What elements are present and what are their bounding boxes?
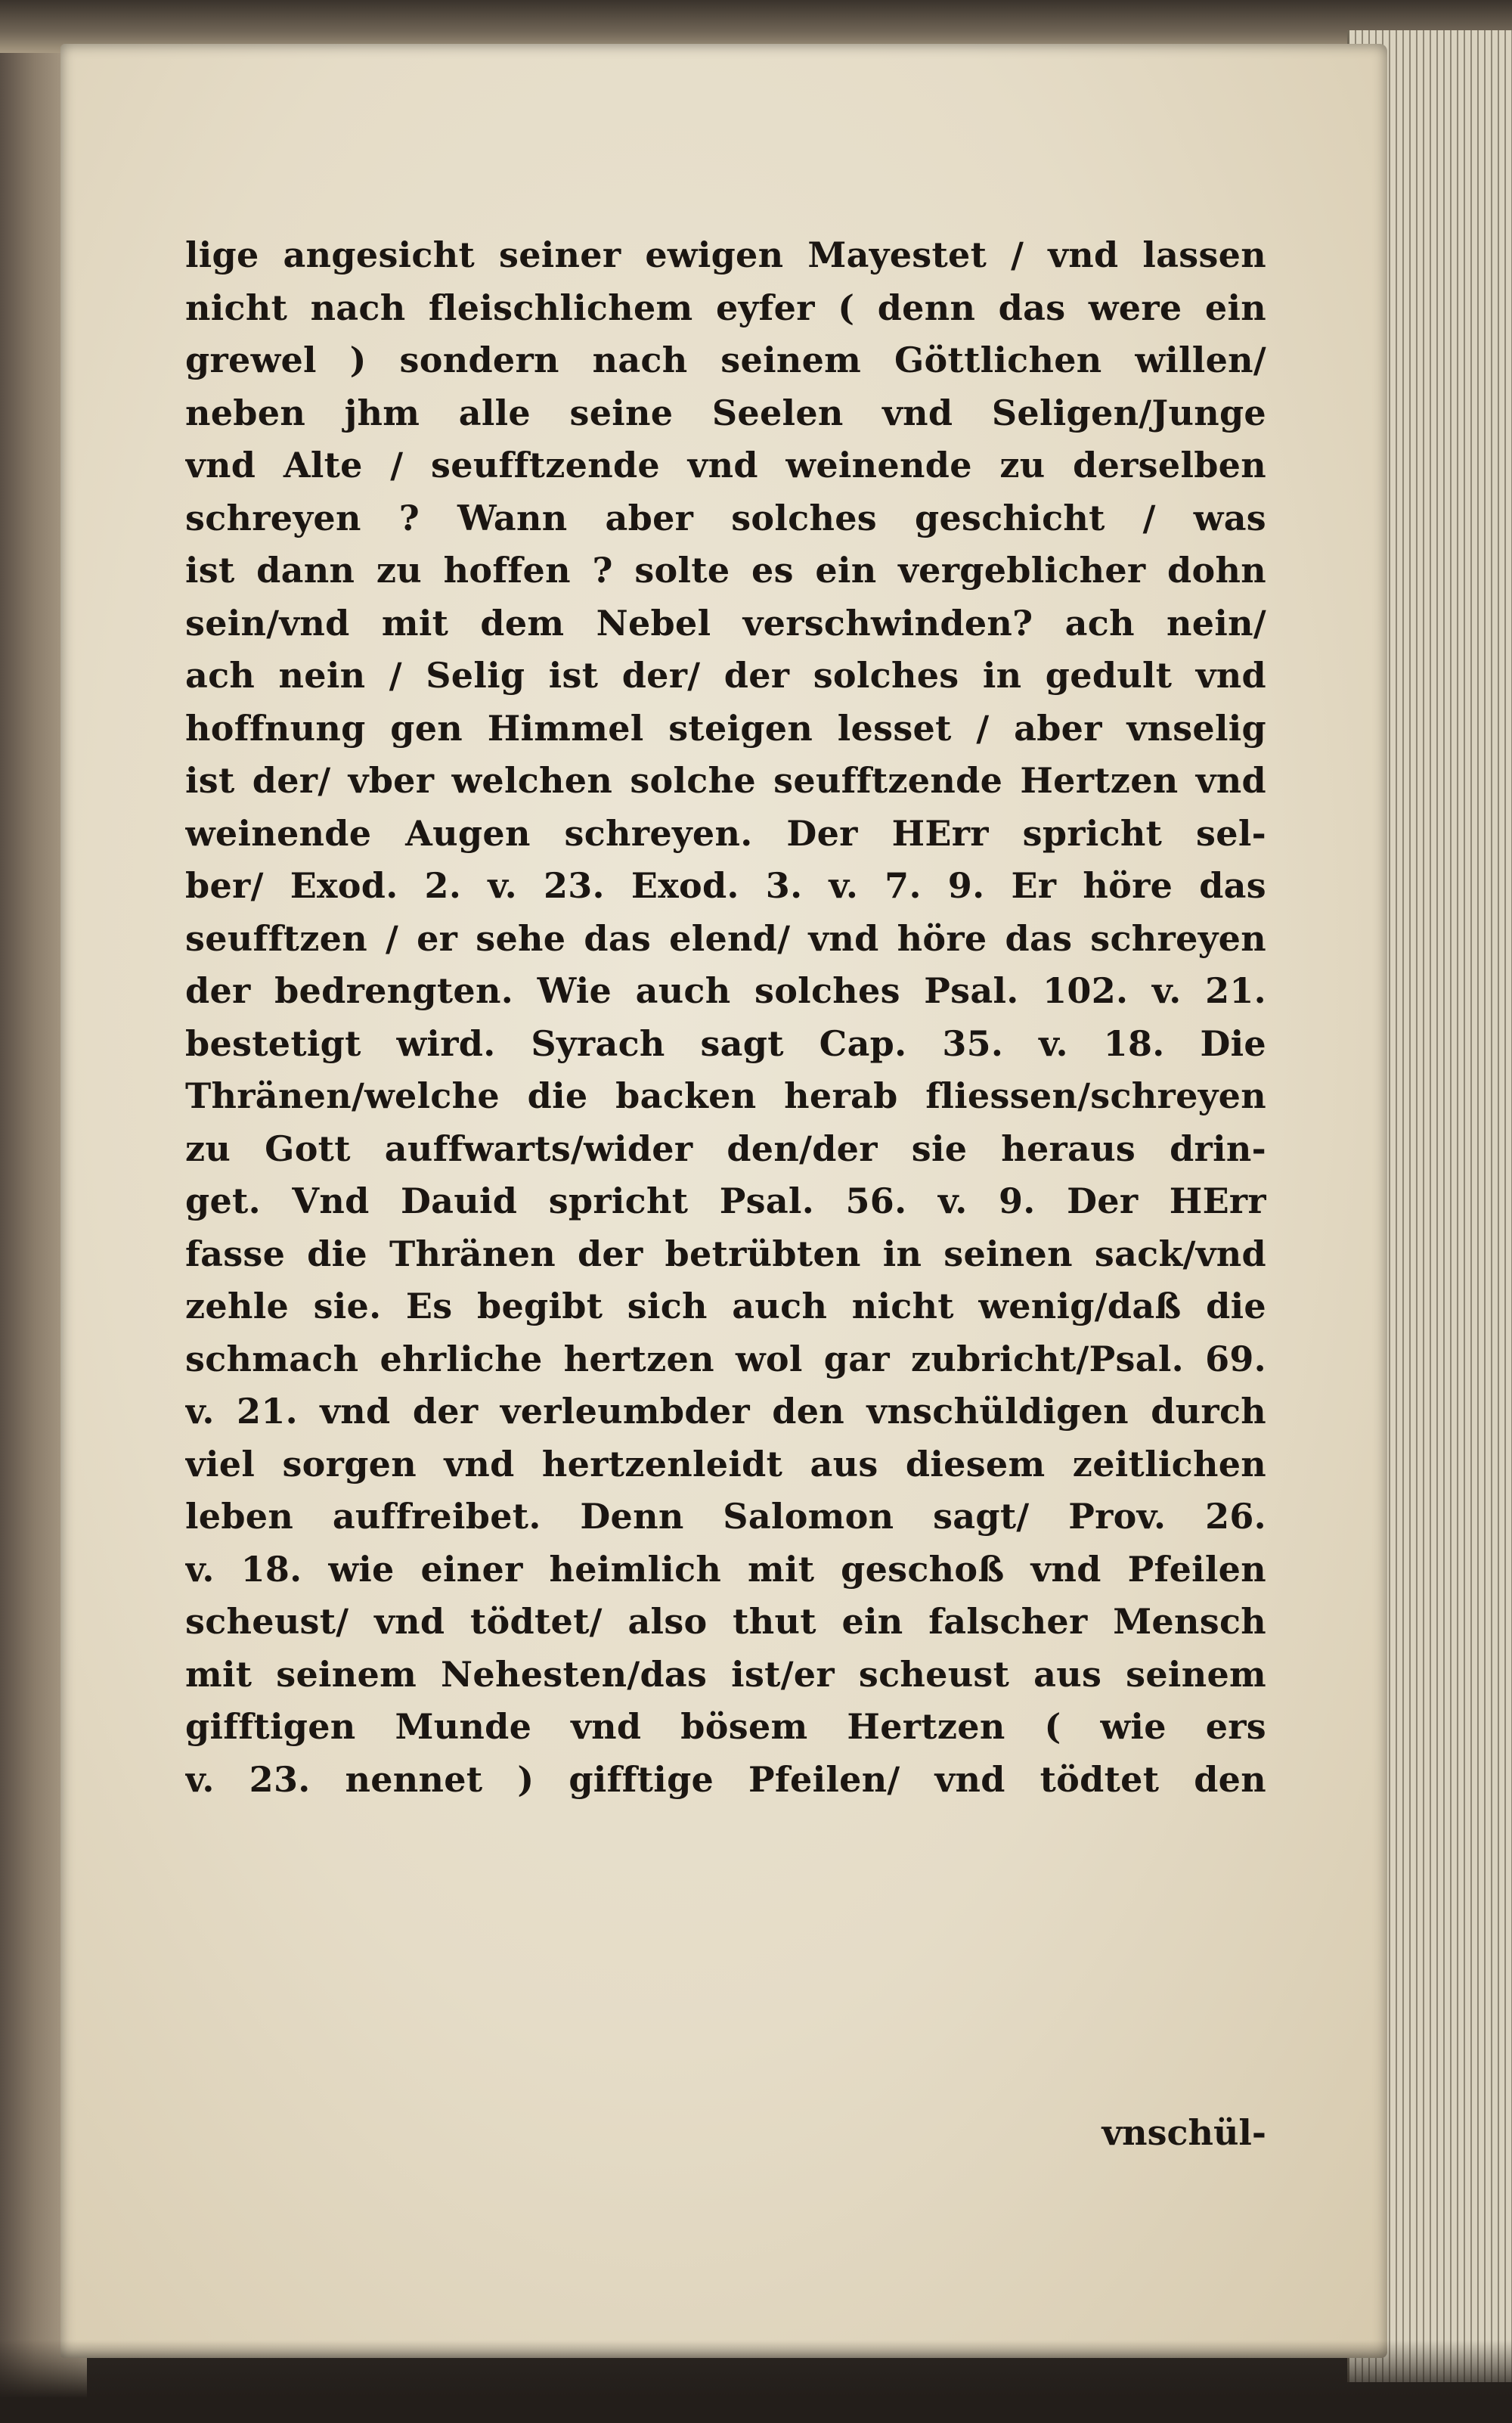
text-line: v. 18. wie einer heimlich mit geschoß vnd Pfeilen xyxy=(185,1548,1266,1590)
text-line: lige angesicht seiner ewigen Mayestet / vnd lassen xyxy=(185,234,1266,275)
text-line: v. 23. nennet ) gifftige Pfeilen/ vnd tödtet den xyxy=(185,1758,1266,1800)
text-line: gifftigen Munde vnd bösem Hertzen ( wie ers xyxy=(185,1706,1266,1747)
text-line: schmach ehrliche hertzen wol gar zubricht/Psal. 69. xyxy=(185,1338,1266,1379)
text-line: ber/ Exod. 2. v. 23. Exod. 3. v. 7. 9. Er höre das xyxy=(185,865,1266,906)
text-line: bestetigt wird. Syrach sagt Cap. 35. v. 18. Die xyxy=(185,1022,1266,1064)
text-line: zehle sie. Es begibt sich auch nicht wenig/daß die xyxy=(185,1286,1266,1326)
text-line: scheust/ vnd tödtet/ also thut ein falscher Mensch xyxy=(185,1601,1266,1642)
text-line: weinende Augen schreyen. Der HErr spricht sel- xyxy=(185,812,1266,854)
text-line: fasse die Thränen der betrübten in seinen sack/vnd xyxy=(185,1233,1266,1274)
text-line: ach nein / Selig ist der/ der solches in gedult vnd xyxy=(185,655,1266,696)
text-line: get. Vnd Dauid spricht Psal. 56. v. 9. Der HErr xyxy=(185,1180,1266,1221)
bottom-shadow xyxy=(0,2340,1512,2423)
text-line: Thränen/welche die backen herab fliessen/schreyen xyxy=(185,1075,1266,1116)
text-line: hoffnung gen Himmel steigen lesset / aber vnselig xyxy=(185,707,1266,749)
catchword: vnschül- xyxy=(1101,2112,1266,2153)
text-line: neben jhm alle seine Seelen vnd Seligen/Junge xyxy=(185,392,1266,433)
text-line: leben auffreibet. Denn Salomon sagt/ Prov. 26. xyxy=(185,1496,1266,1537)
text-line: ist dann zu hoffen ? solte es ein vergeblicher dohn xyxy=(185,550,1266,591)
text-line: ist der/ vber welchen solche seufftzende Hertzen vnd xyxy=(185,760,1266,801)
text-line: seufftzen / er sehe das elend/ vnd höre das schreyen xyxy=(185,917,1266,959)
text-line: der bedrengten. Wie auch solches Psal. 102. v. 21. xyxy=(185,970,1266,1011)
book-page xyxy=(60,44,1387,2358)
text-line: zu Gott auffwarts/wider den/der sie heraus drin- xyxy=(185,1128,1266,1169)
text-line: nicht nach fleischlichem eyfer ( denn das were ein xyxy=(185,287,1266,328)
body-text xyxy=(185,229,1266,1806)
text-line: mit seinem Nehesten/das ist/er scheust aus seinem xyxy=(185,1653,1266,1695)
text-line: grewel ) sondern nach seinem Göttlichen willen/ xyxy=(185,340,1266,380)
text-line: viel sorgen vnd hertzenleidt aus diesem zeitlichen xyxy=(185,1443,1266,1485)
text-line: schreyen ? Wann aber solches geschicht / was xyxy=(185,497,1266,538)
text-line: vnd Alte / seufftzende vnd weinende zu derselben xyxy=(185,445,1266,486)
text-line: v. 21. vnd der verleumbder den vnschüldigen durch xyxy=(185,1391,1266,1432)
text-line: sein/vnd mit dem Nebel verschwinden? ach nein/ xyxy=(185,602,1266,644)
